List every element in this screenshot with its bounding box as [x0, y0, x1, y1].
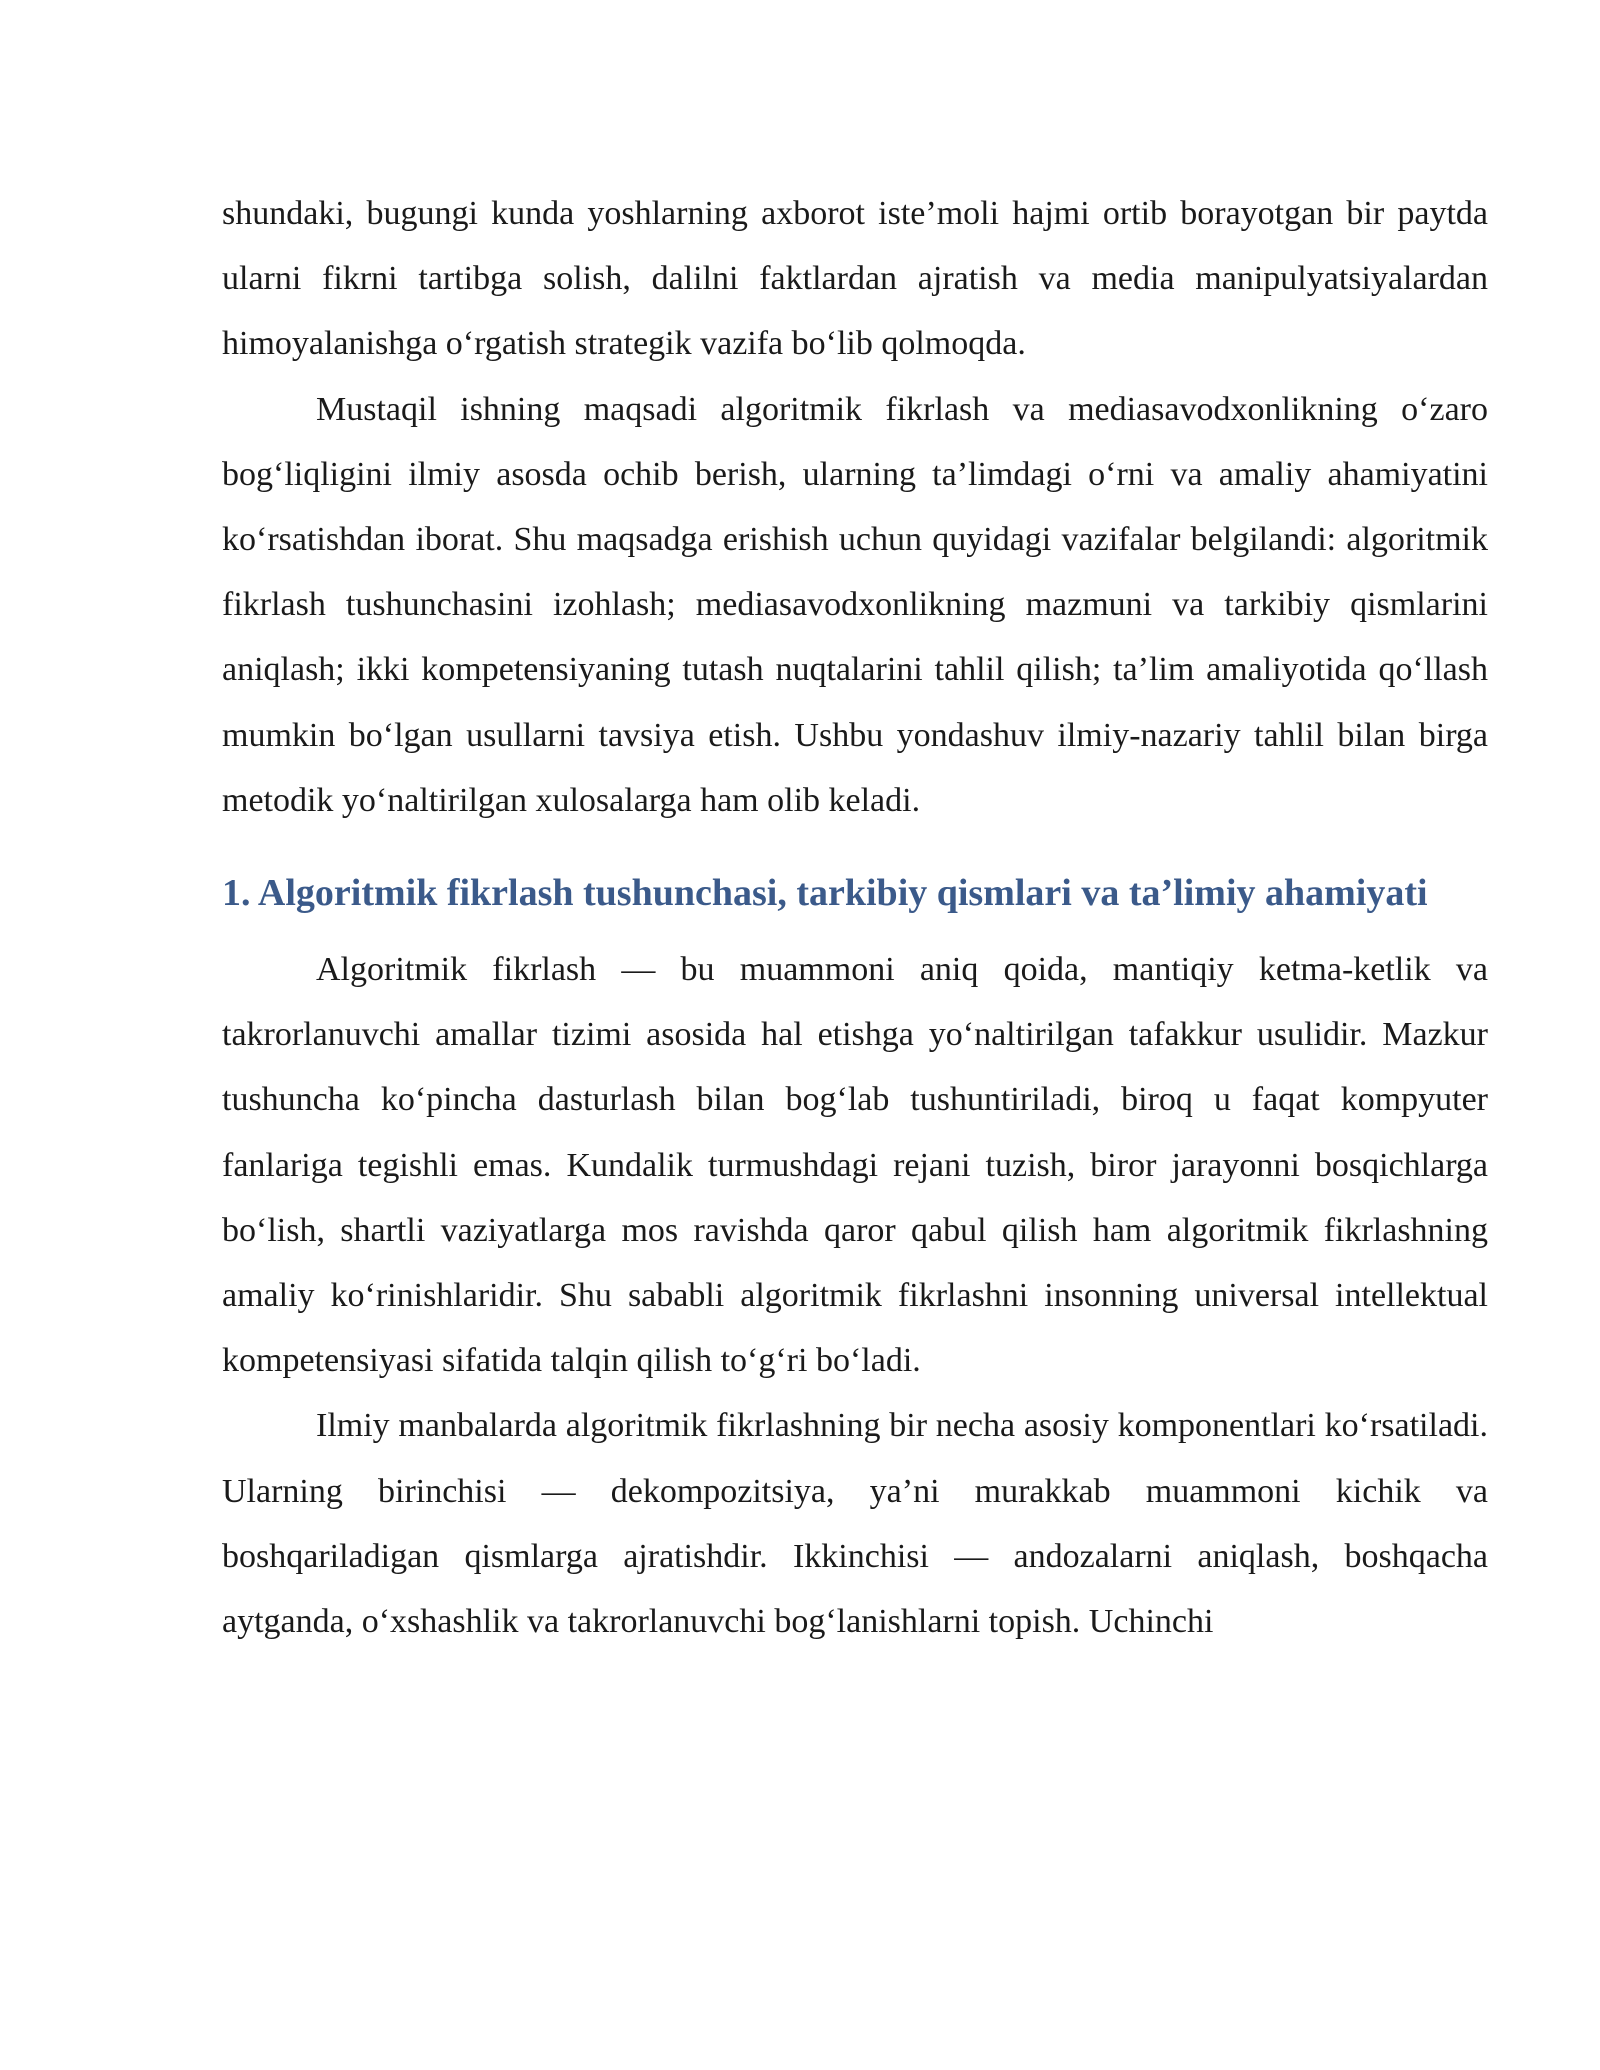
paragraph-continuation: shundaki, bugungi kunda yoshlarning axborot iste’moli hajmi ortib borayotgan bir paytda ularni fikrni tartibga solish, dalilni faktlardan ajratish va media manipulyatsiyalardan himoyalanishga oʻrgatish strategik vazifa boʻlib qolmoqda. [222, 195, 1488, 363]
paragraph-goal: Mustaqil ishning maqsadi algoritmik fikrlash va mediasavodxonlikning oʻzaro bogʻliqligini ilmiy asosda ochib berish, ularning ta’limdagi oʻrni va amaliy ahamiyatini koʻrsatishdan iborat. Shu maqsadga erishish uchun quyidagi vazifalar belgilandi: algoritmik fikrlash tushunchasini izohlash; mediasavodxonlikning mazmuni va tarkibiy qismlarini aniqlash; ikki kompetensiyaning tutash nuqtalarini tahlil qilish; ta’lim amaliyotida qoʻllash mumkin boʻlgan usullarni tavsiya etish. Ushbu yondashuv ilmiy-nazariy tahlil bilan birga metodik yoʻnaltirilgan xulosalarga ham olib keladi. [222, 390, 1488, 819]
paragraph-components: Ilmiy manbalarda algoritmik fikrlashning bir necha asosiy komponentlari koʻrsatiladi. Ularning birinchisi — dekompozitsiya, ya’ni murakkab muammoni kichik va boshqariladigan qismlarga ajratishdir. Ikkinchisi — andozalarni aniqlash, boshqacha aytganda, oʻxshashlik va takrorlanuvchi bogʻlanishlarni topish. Uchinchi [222, 1407, 1488, 1641]
document-body [222, 181, 1488, 1654]
paragraph-definition: Algoritmik fikrlash — bu muammoni aniq qoida, mantiqiy ketma-ketlik va takrorlanuvchi amallar tizimi asosida hal etishga yoʻnaltirilgan tafakkur usulidir. Mazkur tushuncha koʻpincha dasturlash bilan bogʻlab tushuntiriladi, biroq u faqat kompyuter fanlariga tegishli emas. Kundalik turmushdagi rejani tuzish, biror jarayonni bosqichlarga boʻlish, shartli vaziyatlarga mos ravishda qaror qabul qilish ham algoritmik fikrlashning amaliy koʻrinishlaridir. Shu sababli algoritmik fikrlashni insonning universal intellektual kompetensiyasi sifatida talqin qilish toʻgʻri boʻladi. [222, 951, 1488, 1380]
section-heading: 1. Algoritmik fikrlash tushunchasi, tarkibiy qismlari va ta’limiy ahamiyati [222, 872, 1428, 915]
